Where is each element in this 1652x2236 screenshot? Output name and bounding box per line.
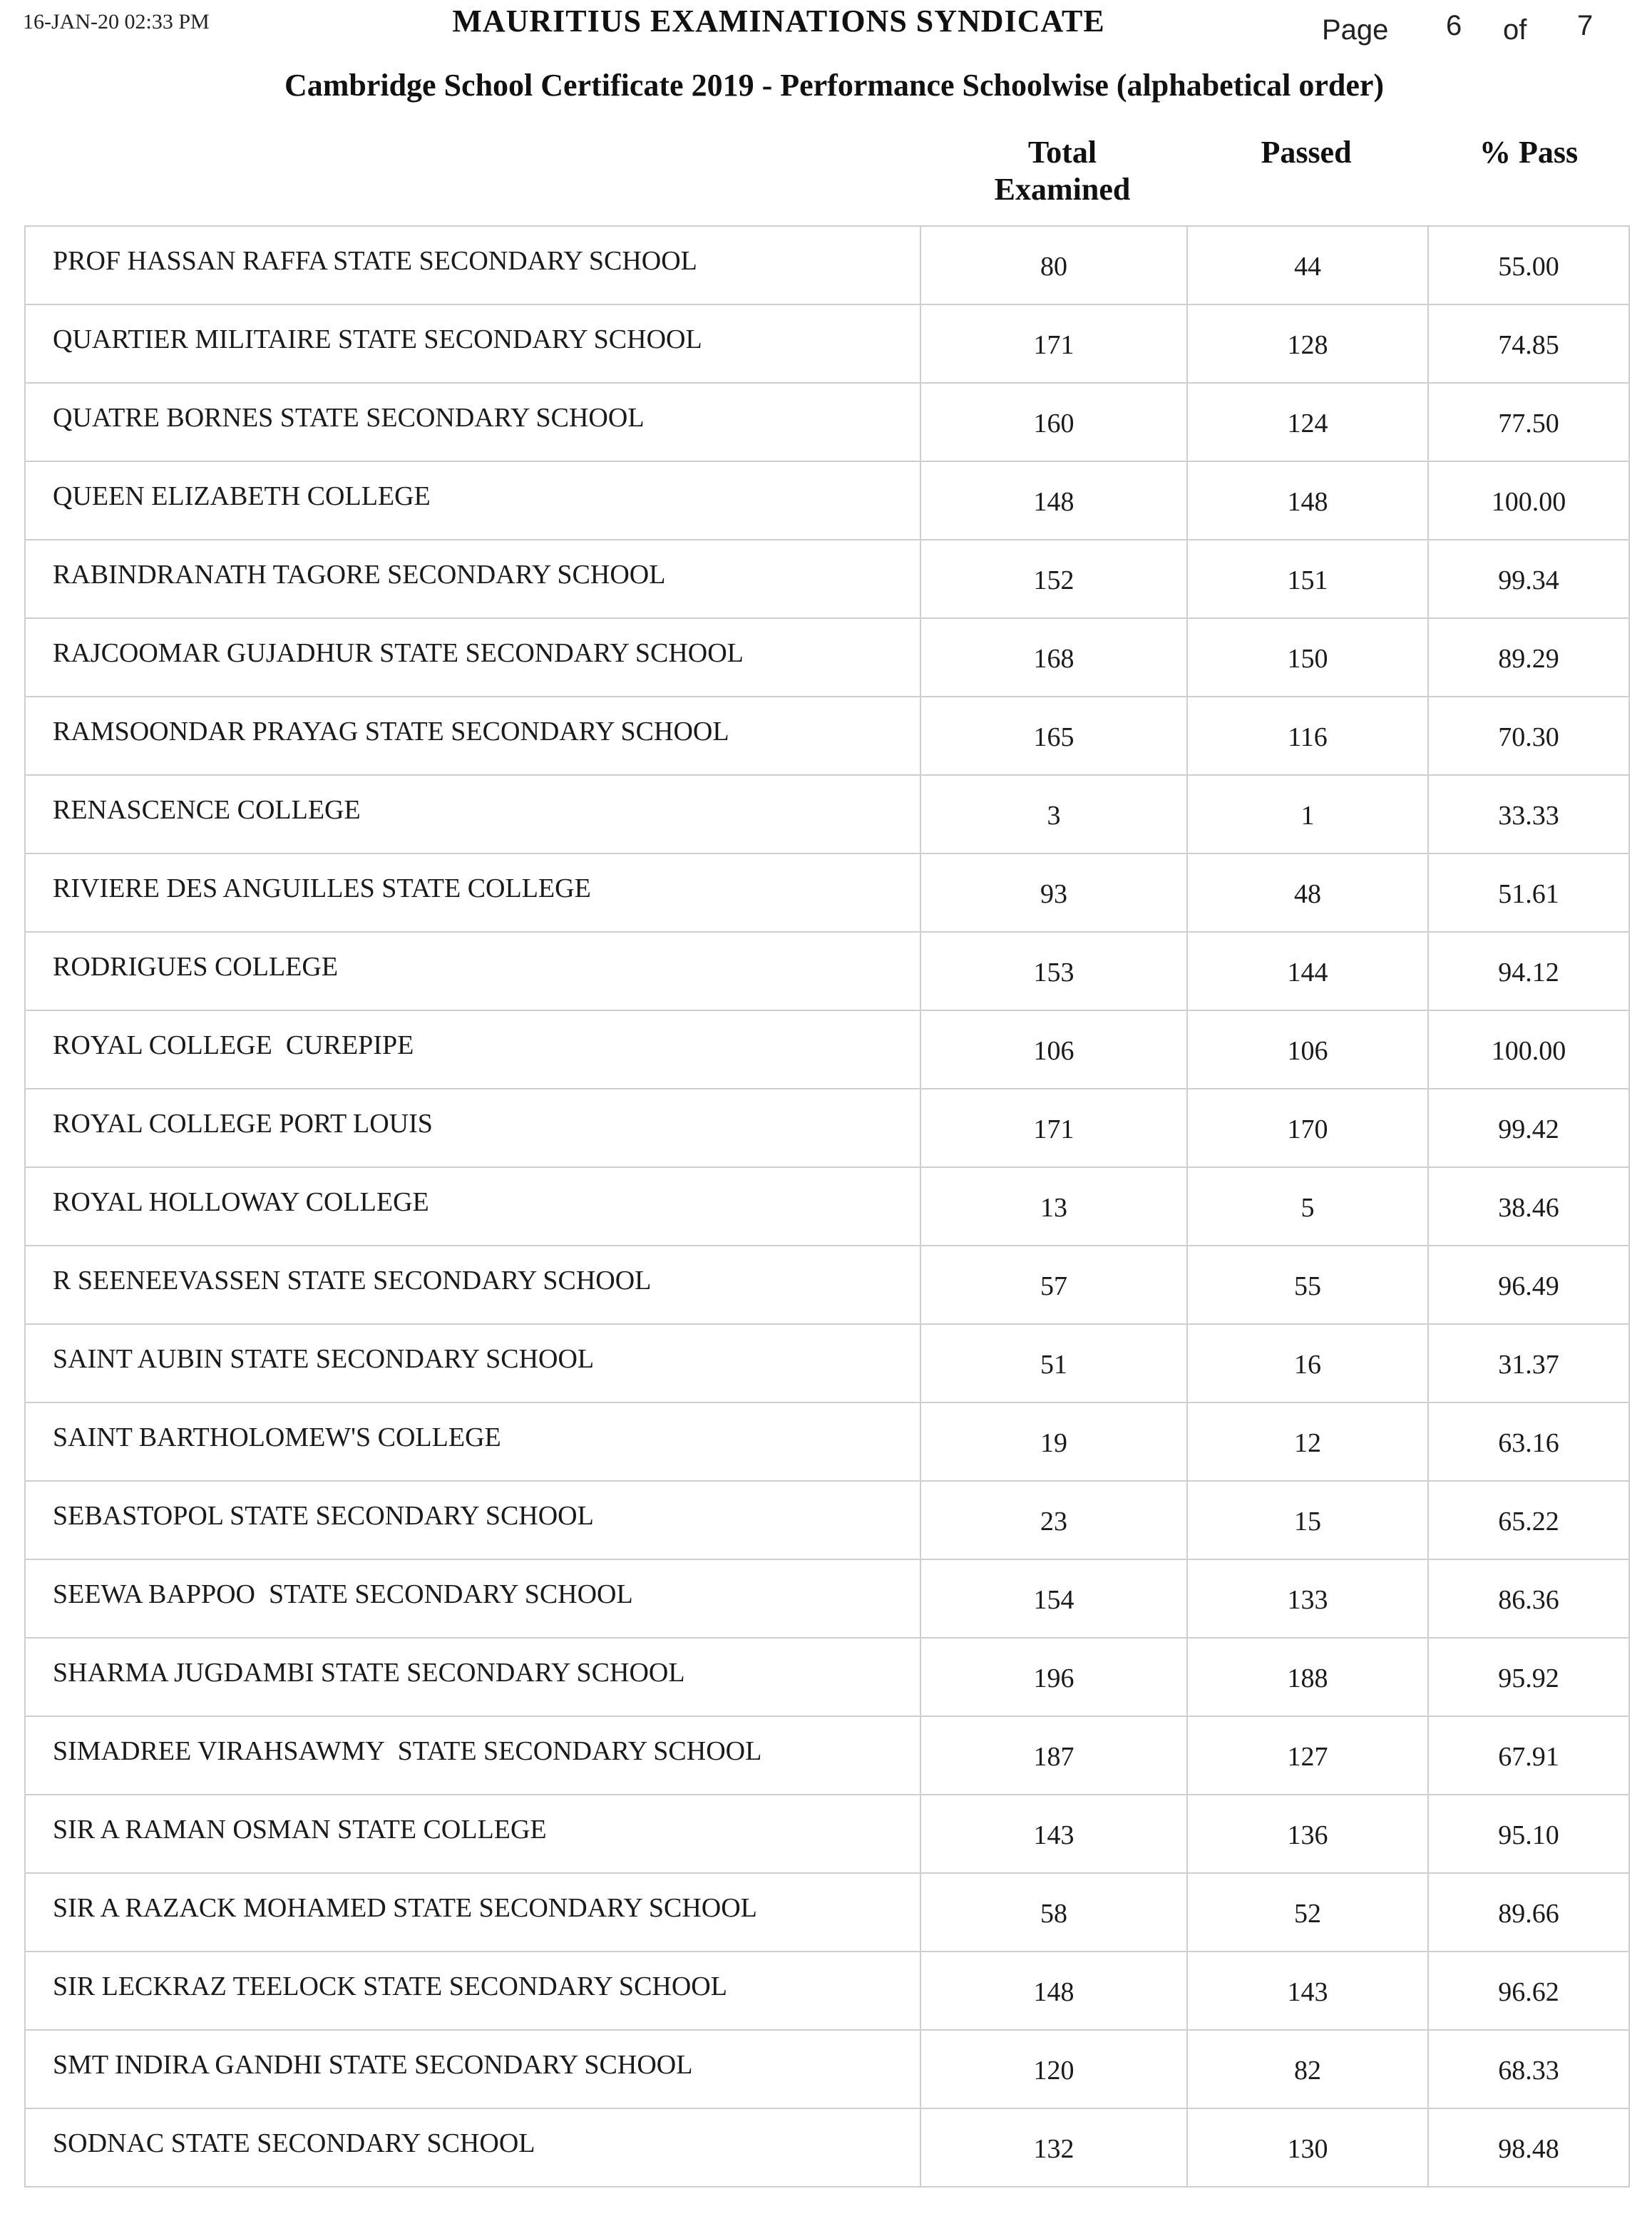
passed-cell bbox=[1187, 304, 1428, 383]
total-examined-cell bbox=[920, 1324, 1187, 1402]
total-examined-cell-text: 143 bbox=[1033, 1820, 1074, 1850]
pct-pass-cell-text: 95.92 bbox=[1498, 1663, 1559, 1693]
passed-cell bbox=[1187, 1089, 1428, 1167]
total-examined-cell bbox=[920, 775, 1187, 853]
total-examined-cell bbox=[920, 1873, 1187, 1952]
passed-cell-text: 15 bbox=[1294, 1507, 1321, 1537]
passed-cell-text: 52 bbox=[1294, 1899, 1321, 1929]
pct-pass-cell-text: 33.33 bbox=[1498, 801, 1559, 831]
table-row bbox=[25, 2108, 1629, 2187]
total-examined-cell-text: 106 bbox=[1033, 1036, 1074, 1066]
pct-pass-cell-text: 74.85 bbox=[1498, 330, 1559, 360]
table-row bbox=[25, 1481, 1629, 1559]
school-name-cell bbox=[25, 304, 920, 383]
pct-pass-cell-text: 89.66 bbox=[1498, 1899, 1559, 1929]
total-examined-cell-text: 93 bbox=[1040, 879, 1067, 909]
pct-pass-cell-text: 86.36 bbox=[1498, 1585, 1559, 1615]
total-examined-cell-text: 80 bbox=[1040, 252, 1067, 282]
passed-cell-text: 106 bbox=[1287, 1036, 1328, 1066]
passed-cell bbox=[1187, 1952, 1428, 2030]
pct-pass-cell-text: 67.91 bbox=[1498, 1742, 1559, 1772]
passed-cell bbox=[1187, 1246, 1428, 1324]
passed-cell-text: 82 bbox=[1294, 2056, 1321, 2086]
school-name-cell bbox=[25, 1638, 920, 1716]
page-total: 7 bbox=[1577, 10, 1594, 41]
total-examined-cell-text: 154 bbox=[1033, 1585, 1074, 1615]
passed-cell-text: 144 bbox=[1287, 958, 1328, 988]
pct-pass-cell-text: 98.48 bbox=[1498, 2134, 1559, 2164]
page-label: Page bbox=[1322, 14, 1389, 46]
school-name-cell bbox=[25, 1481, 920, 1559]
school-name-cell bbox=[25, 1559, 920, 1638]
total-examined-cell-text: 23 bbox=[1040, 1507, 1067, 1537]
pct-pass-cell bbox=[1428, 932, 1629, 1010]
total-examined-cell bbox=[920, 932, 1187, 1010]
passed-cell bbox=[1187, 1873, 1428, 1952]
pct-pass-cell-text: 100.00 bbox=[1491, 487, 1566, 517]
pct-pass-cell-text: 65.22 bbox=[1498, 1507, 1559, 1537]
total-examined-cell bbox=[920, 1089, 1187, 1167]
table-row bbox=[25, 1246, 1629, 1324]
pct-pass-cell-text: 31.37 bbox=[1498, 1350, 1559, 1380]
pct-pass-cell-text: 95.10 bbox=[1498, 1820, 1559, 1850]
school-name-cell-text: ROYAL COLLEGE PORT LOUIS bbox=[53, 1109, 433, 1139]
passed-cell bbox=[1187, 853, 1428, 932]
page-number: 6 bbox=[1446, 10, 1462, 41]
table-row bbox=[25, 540, 1629, 618]
pct-pass-cell bbox=[1428, 853, 1629, 932]
total-examined-cell bbox=[920, 461, 1187, 540]
pct-pass-cell bbox=[1428, 1795, 1629, 1873]
pct-pass-cell bbox=[1428, 1716, 1629, 1795]
pct-pass-cell-text: 89.29 bbox=[1498, 644, 1559, 674]
total-examined-cell bbox=[920, 1167, 1187, 1246]
total-examined-cell bbox=[920, 697, 1187, 775]
total-examined-cell bbox=[920, 1481, 1187, 1559]
table-row bbox=[25, 1873, 1629, 1952]
passed-cell bbox=[1187, 1638, 1428, 1716]
total-examined-cell-text: 57 bbox=[1040, 1271, 1067, 1301]
school-name-cell bbox=[25, 1795, 920, 1873]
school-name-cell bbox=[25, 2108, 920, 2187]
passed-cell bbox=[1187, 1010, 1428, 1089]
school-name-cell-text: SIR A RAZACK MOHAMED STATE SECONDARY SCHOOL bbox=[53, 1893, 757, 1923]
pct-pass-cell-text: 99.34 bbox=[1498, 565, 1559, 595]
pct-pass-cell-text: 96.49 bbox=[1498, 1271, 1559, 1301]
column-header-total-line1: Total bbox=[1027, 135, 1097, 170]
pct-pass-cell-text: 51.61 bbox=[1498, 879, 1559, 909]
table-row bbox=[25, 775, 1629, 853]
pct-pass-cell bbox=[1428, 1402, 1629, 1481]
school-name-cell-text: RABINDRANATH TAGORE SECONDARY SCHOOL bbox=[53, 560, 666, 590]
school-name-cell-text: RAJCOOMAR GUJADHUR STATE SECONDARY SCHOOL bbox=[53, 638, 744, 668]
school-name-cell-text: QUATRE BORNES STATE SECONDARY SCHOOL bbox=[53, 403, 645, 433]
school-name-cell bbox=[25, 932, 920, 1010]
school-name-cell-text: SAINT AUBIN STATE SECONDARY SCHOOL bbox=[53, 1344, 595, 1374]
pct-pass-cell-text: 77.50 bbox=[1498, 409, 1559, 439]
table-row bbox=[25, 383, 1629, 461]
pct-pass-cell-text: 55.00 bbox=[1498, 252, 1559, 282]
pct-pass-cell bbox=[1428, 383, 1629, 461]
total-examined-cell-text: 171 bbox=[1033, 330, 1074, 360]
school-name-cell bbox=[25, 226, 920, 304]
school-name-cell-text: RODRIGUES COLLEGE bbox=[53, 952, 339, 982]
report-title: Cambridge School Certificate 2019 - Performance Schoolwise (alphabetical order) bbox=[284, 68, 1385, 103]
results-table-body bbox=[25, 226, 1629, 2187]
total-examined-cell-text: 148 bbox=[1033, 1977, 1074, 2007]
table-row bbox=[25, 618, 1629, 697]
school-name-cell bbox=[25, 697, 920, 775]
passed-cell-text: 170 bbox=[1287, 1114, 1328, 1144]
school-name-cell bbox=[25, 853, 920, 932]
pct-pass-cell-text: 94.12 bbox=[1498, 958, 1559, 988]
pct-pass-cell bbox=[1428, 461, 1629, 540]
total-examined-cell bbox=[920, 853, 1187, 932]
table-row bbox=[25, 697, 1629, 775]
school-name-cell-text: SAINT BARTHOLOMEW'S COLLEGE bbox=[53, 1422, 501, 1452]
total-examined-cell-text: 58 bbox=[1040, 1899, 1067, 1929]
passed-cell-text: 128 bbox=[1287, 330, 1328, 360]
passed-cell bbox=[1187, 2108, 1428, 2187]
table-row bbox=[25, 1638, 1629, 1716]
school-name-cell-text: SEEWA BAPPOO STATE SECONDARY SCHOOL bbox=[53, 1579, 633, 1609]
passed-cell-text: 1 bbox=[1300, 801, 1315, 831]
table-row bbox=[25, 2030, 1629, 2108]
total-examined-cell bbox=[920, 1559, 1187, 1638]
total-examined-cell-text: 13 bbox=[1040, 1193, 1067, 1223]
passed-cell-text: 136 bbox=[1287, 1820, 1328, 1850]
pct-pass-cell bbox=[1428, 2030, 1629, 2108]
total-examined-cell bbox=[920, 1952, 1187, 2030]
passed-cell bbox=[1187, 461, 1428, 540]
pct-pass-cell bbox=[1428, 1559, 1629, 1638]
results-table bbox=[24, 225, 1630, 2188]
table-row bbox=[25, 1952, 1629, 2030]
passed-cell bbox=[1187, 226, 1428, 304]
pct-pass-cell bbox=[1428, 618, 1629, 697]
table-row bbox=[25, 1402, 1629, 1481]
school-name-cell bbox=[25, 1246, 920, 1324]
pct-pass-cell bbox=[1428, 226, 1629, 304]
school-name-cell-text: QUEEN ELIZABETH COLLEGE bbox=[53, 481, 431, 511]
column-header-pct-pass: % Pass bbox=[1479, 135, 1579, 170]
passed-cell-text: 133 bbox=[1287, 1585, 1328, 1615]
school-name-cell-text: SODNAC STATE SECONDARY SCHOOL bbox=[53, 2128, 535, 2158]
pct-pass-cell-text: 70.30 bbox=[1498, 722, 1559, 752]
pct-pass-cell bbox=[1428, 1246, 1629, 1324]
print-timestamp: 16-JAN-20 02:33 PM bbox=[23, 10, 210, 34]
school-name-cell bbox=[25, 775, 920, 853]
passed-cell-text: 44 bbox=[1294, 252, 1321, 282]
total-examined-cell bbox=[920, 1010, 1187, 1089]
column-header-total-line2: Examined bbox=[994, 172, 1131, 207]
passed-cell-text: 188 bbox=[1287, 1663, 1328, 1693]
school-name-cell bbox=[25, 1402, 920, 1481]
passed-cell bbox=[1187, 697, 1428, 775]
total-examined-cell-text: 187 bbox=[1033, 1742, 1074, 1772]
school-name-cell-text: SMT INDIRA GANDHI STATE SECONDARY SCHOOL bbox=[53, 2050, 693, 2080]
passed-cell-text: 148 bbox=[1287, 487, 1328, 517]
pct-pass-cell-text: 68.33 bbox=[1498, 2056, 1559, 2086]
school-name-cell-text: SIR LECKRAZ TEELOCK STATE SECONDARY SCHOOL bbox=[53, 1971, 727, 2001]
passed-cell-text: 55 bbox=[1294, 1271, 1321, 1301]
total-examined-cell bbox=[920, 226, 1187, 304]
passed-cell-text: 130 bbox=[1287, 2134, 1328, 2164]
school-name-cell-text: RIVIERE DES ANGUILLES STATE COLLEGE bbox=[53, 873, 591, 903]
total-examined-cell bbox=[920, 540, 1187, 618]
table-row bbox=[25, 304, 1629, 383]
page-of-label: of bbox=[1503, 14, 1527, 46]
school-name-cell-text: RENASCENCE COLLEGE bbox=[53, 795, 361, 825]
passed-cell-text: 116 bbox=[1288, 722, 1328, 752]
pct-pass-cell bbox=[1428, 775, 1629, 853]
total-examined-cell bbox=[920, 1402, 1187, 1481]
organization-title: MAURITIUS EXAMINATIONS SYNDICATE bbox=[452, 4, 1105, 39]
total-examined-cell-text: 160 bbox=[1033, 409, 1074, 439]
passed-cell bbox=[1187, 1795, 1428, 1873]
pct-pass-cell-text: 38.46 bbox=[1498, 1193, 1559, 1223]
passed-cell bbox=[1187, 1716, 1428, 1795]
school-name-cell-text: ROYAL COLLEGE CUREPIPE bbox=[53, 1030, 414, 1060]
table-row bbox=[25, 932, 1629, 1010]
passed-cell bbox=[1187, 1402, 1428, 1481]
table-row bbox=[25, 853, 1629, 932]
total-examined-cell-text: 51 bbox=[1040, 1350, 1067, 1380]
pct-pass-cell bbox=[1428, 1010, 1629, 1089]
total-examined-cell-text: 19 bbox=[1040, 1428, 1067, 1458]
passed-cell-text: 151 bbox=[1287, 565, 1328, 595]
passed-cell bbox=[1187, 1481, 1428, 1559]
total-examined-cell-text: 3 bbox=[1047, 801, 1061, 831]
school-name-cell bbox=[25, 618, 920, 697]
total-examined-cell-text: 196 bbox=[1033, 1663, 1074, 1693]
school-name-cell-text: R SEENEEVASSEN STATE SECONDARY SCHOOL bbox=[53, 1266, 652, 1296]
passed-cell-text: 5 bbox=[1300, 1193, 1315, 1223]
pct-pass-cell-text: 100.00 bbox=[1491, 1036, 1566, 1066]
pct-pass-cell bbox=[1428, 540, 1629, 618]
total-examined-cell-text: 120 bbox=[1033, 2056, 1074, 2086]
school-name-cell-text: SEBASTOPOL STATE SECONDARY SCHOOL bbox=[53, 1501, 594, 1531]
passed-cell bbox=[1187, 540, 1428, 618]
total-examined-cell bbox=[920, 383, 1187, 461]
pct-pass-cell bbox=[1428, 1481, 1629, 1559]
passed-cell bbox=[1187, 1559, 1428, 1638]
total-examined-cell-text: 152 bbox=[1033, 565, 1074, 595]
pct-pass-cell-text: 96.62 bbox=[1498, 1977, 1559, 2007]
total-examined-cell bbox=[920, 618, 1187, 697]
school-name-cell bbox=[25, 1324, 920, 1402]
passed-cell-text: 12 bbox=[1294, 1428, 1321, 1458]
table-row bbox=[25, 1089, 1629, 1167]
column-header-total-examined bbox=[920, 134, 1205, 208]
school-name-cell bbox=[25, 1089, 920, 1167]
column-header-passed: Passed bbox=[1261, 135, 1352, 170]
school-name-cell bbox=[25, 383, 920, 461]
total-examined-cell bbox=[920, 1716, 1187, 1795]
school-name-cell-text: PROF HASSAN RAFFA STATE SECONDARY SCHOOL bbox=[53, 246, 697, 276]
passed-cell bbox=[1187, 383, 1428, 461]
total-examined-cell-text: 132 bbox=[1033, 2134, 1074, 2164]
total-examined-cell-text: 168 bbox=[1033, 644, 1074, 674]
table-row bbox=[25, 1716, 1629, 1795]
pct-pass-cell bbox=[1428, 1873, 1629, 1952]
passed-cell-text: 124 bbox=[1287, 409, 1328, 439]
passed-cell-text: 127 bbox=[1287, 1742, 1328, 1772]
total-examined-cell-text: 148 bbox=[1033, 487, 1074, 517]
pct-pass-cell bbox=[1428, 1324, 1629, 1402]
table-row bbox=[25, 461, 1629, 540]
school-name-cell bbox=[25, 1873, 920, 1952]
table-row bbox=[25, 1010, 1629, 1089]
school-name-cell-text: SIMADREE VIRAHSAWMY STATE SECONDARY SCHOOL bbox=[53, 1736, 762, 1766]
school-name-cell bbox=[25, 461, 920, 540]
school-name-cell-text: ROYAL HOLLOWAY COLLEGE bbox=[53, 1187, 429, 1217]
pct-pass-cell bbox=[1428, 1638, 1629, 1716]
passed-cell bbox=[1187, 1167, 1428, 1246]
passed-cell bbox=[1187, 2030, 1428, 2108]
pct-pass-cell bbox=[1428, 2108, 1629, 2187]
table-row bbox=[25, 226, 1629, 304]
passed-cell-text: 16 bbox=[1294, 1350, 1321, 1380]
pct-pass-cell bbox=[1428, 304, 1629, 383]
passed-cell-text: 48 bbox=[1294, 879, 1321, 909]
passed-cell bbox=[1187, 618, 1428, 697]
school-name-cell bbox=[25, 1716, 920, 1795]
school-name-cell bbox=[25, 1010, 920, 1089]
school-name-cell-text: QUARTIER MILITAIRE STATE SECONDARY SCHOOL bbox=[53, 324, 702, 354]
school-name-cell-text: SIR A RAMAN OSMAN STATE COLLEGE bbox=[53, 1815, 547, 1845]
total-examined-cell bbox=[920, 1795, 1187, 1873]
school-name-cell-text: RAMSOONDAR PRAYAG STATE SECONDARY SCHOOL bbox=[53, 717, 729, 747]
passed-cell-text: 143 bbox=[1287, 1977, 1328, 2007]
pct-pass-cell-text: 63.16 bbox=[1498, 1428, 1559, 1458]
total-examined-cell-text: 153 bbox=[1033, 958, 1074, 988]
school-name-cell-text: SHARMA JUGDAMBI STATE SECONDARY SCHOOL bbox=[53, 1658, 685, 1688]
passed-cell-text: 150 bbox=[1287, 644, 1328, 674]
total-examined-cell bbox=[920, 1246, 1187, 1324]
school-name-cell bbox=[25, 2030, 920, 2108]
table-row bbox=[25, 1795, 1629, 1873]
pct-pass-cell bbox=[1428, 697, 1629, 775]
total-examined-cell bbox=[920, 1638, 1187, 1716]
table-row bbox=[25, 1559, 1629, 1638]
total-examined-cell bbox=[920, 2030, 1187, 2108]
total-examined-cell-text: 165 bbox=[1033, 722, 1074, 752]
school-name-cell bbox=[25, 1167, 920, 1246]
pct-pass-cell bbox=[1428, 1952, 1629, 2030]
passed-cell bbox=[1187, 775, 1428, 853]
passed-cell bbox=[1187, 1324, 1428, 1402]
total-examined-cell bbox=[920, 2108, 1187, 2187]
pct-pass-cell-text: 99.42 bbox=[1498, 1114, 1559, 1144]
table-row bbox=[25, 1167, 1629, 1246]
passed-cell bbox=[1187, 932, 1428, 1010]
total-examined-cell bbox=[920, 304, 1187, 383]
table-row bbox=[25, 1324, 1629, 1402]
school-name-cell bbox=[25, 540, 920, 618]
pct-pass-cell bbox=[1428, 1167, 1629, 1246]
pct-pass-cell bbox=[1428, 1089, 1629, 1167]
total-examined-cell-text: 171 bbox=[1033, 1114, 1074, 1144]
school-name-cell bbox=[25, 1952, 920, 2030]
